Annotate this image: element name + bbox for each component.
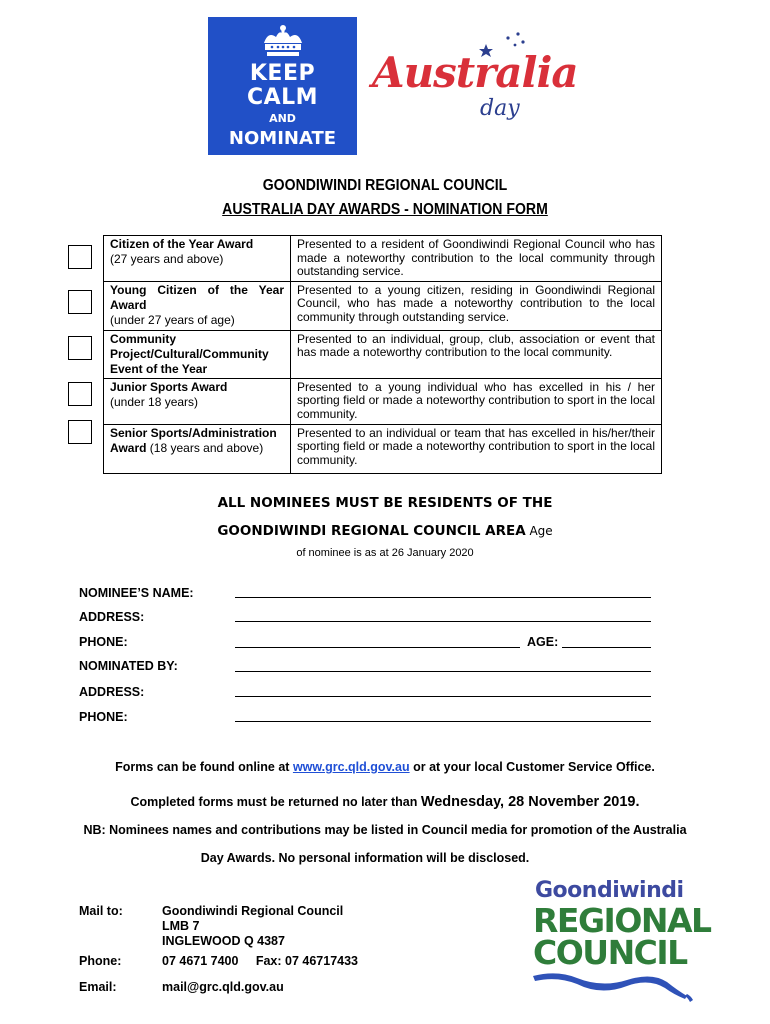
contact-phone-fax: 07 4671 7400 Fax: 07 46717433 bbox=[162, 954, 358, 968]
nominee-address-field[interactable] bbox=[235, 621, 651, 622]
nominated-by-label: NOMINATED BY: bbox=[79, 659, 178, 673]
nominator-phone-field[interactable] bbox=[235, 721, 651, 722]
checkbox-citizen-of-the-year[interactable] bbox=[68, 245, 92, 269]
checkbox-senior-sports[interactable] bbox=[68, 420, 92, 444]
award-name: Young Citizen of the Year Award bbox=[110, 282, 284, 312]
phone-label: PHONE: bbox=[79, 710, 128, 724]
award-name: Citizen of the Year Award bbox=[110, 237, 254, 251]
nominee-name-field[interactable] bbox=[235, 597, 651, 598]
address-label: ADDRESS: bbox=[79, 685, 145, 699]
award-description: Presented to a young citizen, residing in Goondiwindi Regional Council, who has made a noteworthy contribution to the local community through outstanding service. bbox=[291, 281, 662, 330]
residents-notice-line1: ALL NOMINEES MUST BE RESIDENTS OF THE bbox=[217, 495, 553, 511]
award-eligibility: (under 18 years) bbox=[110, 394, 199, 409]
age-note: of nominee is as at 26 January 2020 bbox=[296, 547, 474, 559]
grc-logo bbox=[527, 876, 711, 1006]
email-label: Email: bbox=[79, 980, 117, 994]
australia-day-logo bbox=[368, 28, 578, 140]
poster-line-nominate: NOMINATE bbox=[228, 128, 337, 149]
form-title: AUSTRALIA DAY AWARDS - NOMINATION FORM bbox=[222, 201, 548, 218]
contact-email[interactable]: mail@grc.qld.gov.au bbox=[162, 980, 284, 994]
nb-note-line2: Day Awards. No personal information will be disclosed. bbox=[200, 851, 530, 865]
checkbox-junior-sports[interactable] bbox=[68, 382, 92, 406]
award-eligibility: (under 27 years of age) bbox=[110, 312, 235, 327]
grc-logo-regional: REGIONAL bbox=[533, 901, 711, 940]
table-row bbox=[104, 424, 662, 473]
grc-logo-council: COUNCIL bbox=[533, 933, 687, 972]
website-link[interactable]: www.grc.qld.gov.au bbox=[292, 760, 410, 774]
award-description: Presented to a young individual who has excelled in his / her sporting field or made a noteworthy contribution to sport in the local community. bbox=[291, 378, 662, 424]
table-row bbox=[104, 281, 662, 330]
residents-notice-line2: GOONDIWINDI REGIONAL COUNCIL AREA Age bbox=[217, 523, 553, 539]
awards-table bbox=[103, 235, 662, 474]
nominator-address-field[interactable] bbox=[235, 696, 651, 697]
forms-online-note: Forms can be found online at www.grc.qld.gov.au or at your local Customer Service Office. bbox=[115, 760, 655, 774]
grc-logo-goondiwindi: Goondiwindi bbox=[535, 878, 684, 903]
poster-line-and: AND bbox=[269, 112, 296, 125]
mail-address: Goondiwindi Regional Council LMB 7 INGLEWOOD Q 4387 bbox=[162, 904, 344, 948]
table-row bbox=[104, 330, 662, 378]
table-row bbox=[104, 236, 662, 282]
award-eligibility: (18 years and above) bbox=[146, 440, 264, 455]
award-description: Presented to an individual, group, club, association or event that has made a noteworthy contribution to the local community. bbox=[291, 330, 662, 378]
age-label: AGE: bbox=[527, 635, 559, 649]
nominee-age-field[interactable] bbox=[562, 647, 651, 648]
keep-calm-poster bbox=[208, 17, 357, 155]
award-eligibility: (27 years and above) bbox=[110, 252, 224, 266]
contact-phone-label: Phone: bbox=[79, 954, 122, 968]
award-name: Senior Sports/Administration Award bbox=[110, 425, 277, 455]
award-name: Junior Sports Award bbox=[110, 379, 228, 394]
checkbox-community-project[interactable] bbox=[68, 336, 92, 360]
crown-icon bbox=[258, 23, 308, 61]
poster-line-calm: CALM bbox=[246, 85, 319, 110]
address-label: ADDRESS: bbox=[79, 610, 145, 624]
council-title: GOONDIWINDI REGIONAL COUNCIL bbox=[262, 177, 508, 194]
award-description: Presented to a resident of Goondiwindi Regional Council who has made a noteworthy contribution to the local community through outstanding service. bbox=[291, 236, 662, 282]
nominee-name-label: NOMINEE’S NAME: bbox=[79, 586, 194, 600]
australia-word: Australia bbox=[372, 48, 578, 97]
award-description: Presented to an individual or team that has excelled in his/her/their sporting field or made a noteworthy contribution to sport in the local community. bbox=[291, 424, 662, 473]
phone-label: PHONE: bbox=[79, 635, 128, 649]
award-name: Community Project/Cultural/Community Event of the Year bbox=[110, 331, 269, 376]
return-date: Wednesday, 28 November 2019. bbox=[420, 794, 640, 810]
table-row bbox=[104, 378, 662, 424]
nominated-by-field[interactable] bbox=[235, 671, 651, 672]
nominee-phone-field[interactable] bbox=[235, 647, 520, 648]
nb-note-line1: NB: Nominees names and contributions may be listed in Council media for promotion of the Australia bbox=[83, 823, 687, 837]
poster-line-keep: KEEP bbox=[249, 61, 316, 86]
return-deadline-note: Completed forms must be returned no later than Wednesday, 28 November 2019. bbox=[130, 794, 640, 810]
mail-label: Mail to: bbox=[79, 904, 123, 918]
checkbox-young-citizen[interactable] bbox=[68, 290, 92, 314]
day-word: day bbox=[480, 96, 520, 121]
river-swoosh-icon bbox=[527, 968, 697, 1006]
